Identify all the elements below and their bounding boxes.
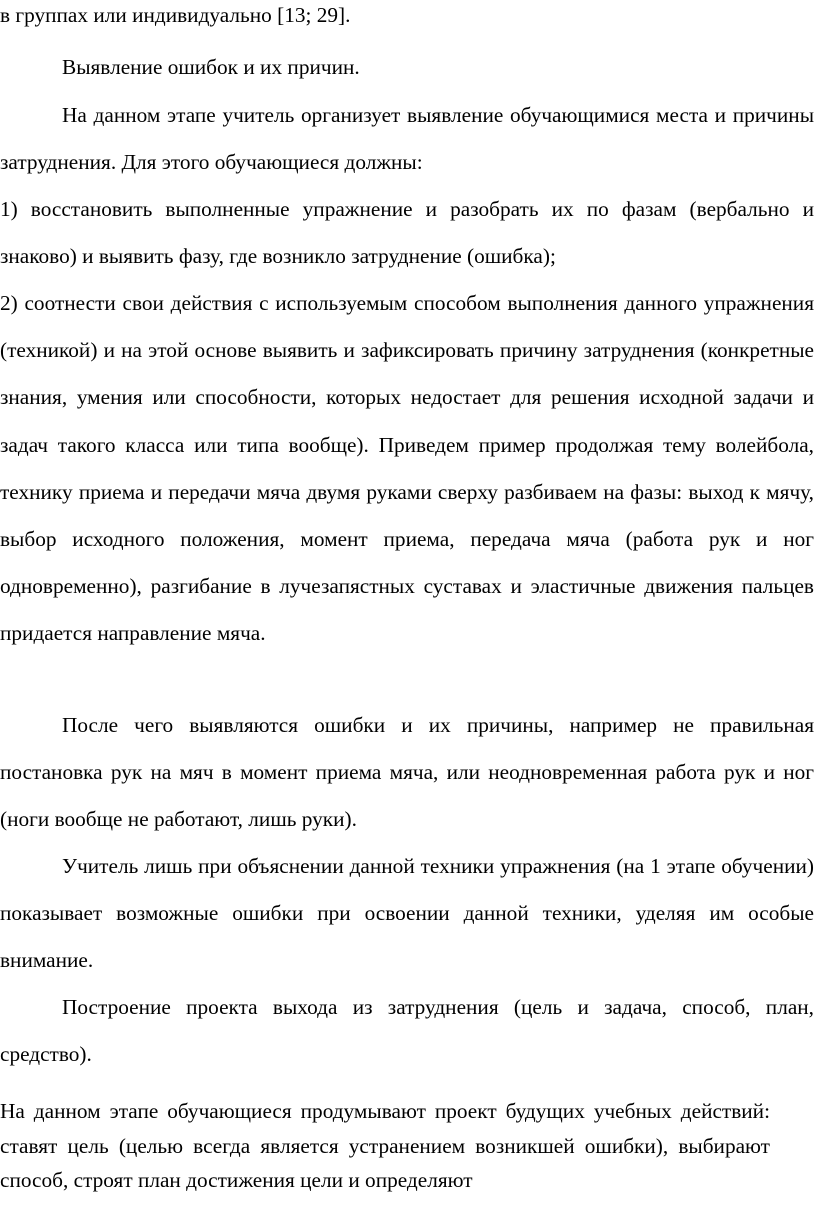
paragraph-stage-intro: На данном этапе учитель организует выявление обучающимися места и причины затруднения. Для этого обучающиеся должны: xyxy=(0,103,814,175)
paragraph-errors-example: После чего выявляются ошибки и их причины, например не правильная постановка рук на мяч в момент приема мяча, или неодновременная работа рук и ног (ноги вообще не работают, лишь руки). xyxy=(0,713,814,832)
section-heading-errors: Выявление ошибок и их причин. xyxy=(62,55,360,79)
list-item-1: 1) восстановить выполненные упражнение и разобрать их по фазам (вербально и знаково) и выявить фазу, где возникло затруднение (ошибка); xyxy=(0,197,814,269)
paragraph-continuation: в группах или индивидуально [13; 29]. xyxy=(0,3,351,27)
paragraph-project-stage: На данном этапе обучающиеся продумывают проект будущих учебных действий: ставят цель (целью всегда является устранением возникшей ошибки), выбирают способ, строят план достижения цели и определяют xyxy=(0,1099,770,1192)
paragraph-teacher-explains: Учитель лишь при объяснении данной техники упражнения (на 1 этапе обучении) показывает возможные ошибки при освоении данной техники, уделяя им особые внимание. xyxy=(0,854,814,973)
section-heading-project: Построение проекта выхода из затруднения (цель и задача, способ, план, средство). xyxy=(0,995,814,1067)
list-item-2: 2) соотнести свои действия с используемым способом выполнения данного упражнения (техникой) и на этой основе выявить и зафиксировать причину затруднения (конкретные знания, умения или способности, которых недостает для решения исходной задачи и задач такого класса или типа вообще). Приведем пример продолжая тему волейбола, технику приема и передачи мяча двумя руками сверху разбиваем на фазы: выход к мячу, выбор исходного положения, момент приема, передача мяча (работа рук и ног одновременно), разгибание в лучезапястных суставах и эластичные движения пальцев придается направление мяча. xyxy=(0,291,814,646)
